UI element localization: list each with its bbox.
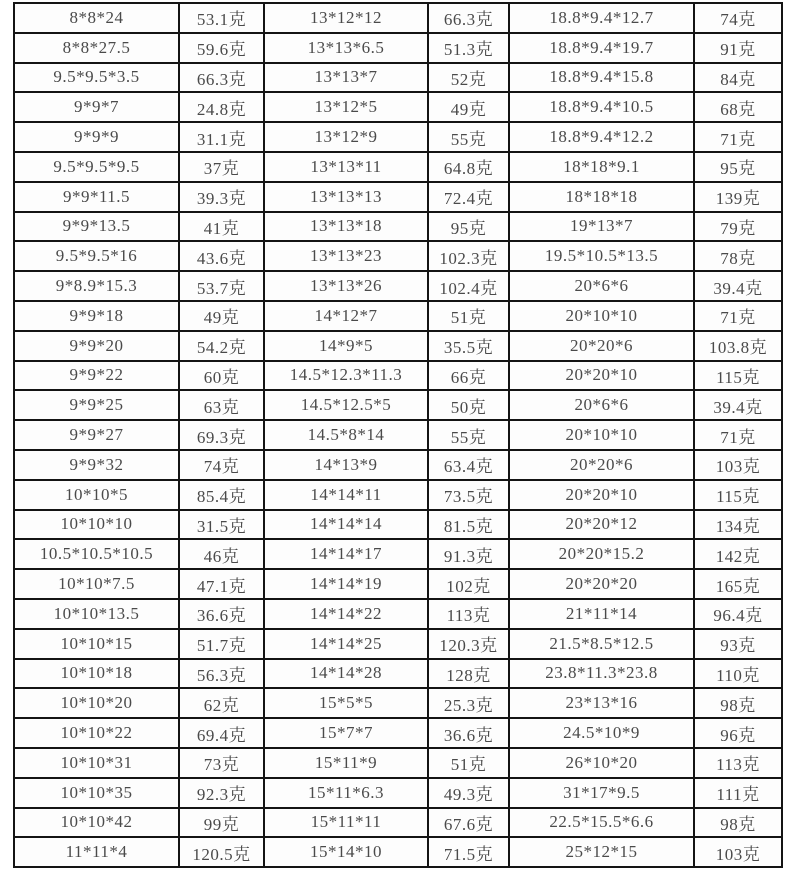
- size-cell: 9*9*9: [14, 122, 179, 152]
- weight-cell: 85.4克: [179, 480, 264, 510]
- table-row: [14, 122, 782, 152]
- size-cell: 14.5*12.3*11.3: [264, 361, 428, 391]
- table-row: [14, 3, 782, 33]
- weight-cell: 102.4克: [428, 271, 509, 301]
- weight-cell: 56.3克: [179, 659, 264, 689]
- size-cell: 14*14*28: [264, 659, 428, 689]
- size-cell: 15*11*11: [264, 808, 428, 838]
- weight-cell: 54.2克: [179, 331, 264, 361]
- size-cell: 15*5*5: [264, 688, 428, 718]
- size-cell: 10*10*35: [14, 778, 179, 808]
- size-cell: 13*13*11: [264, 152, 428, 182]
- size-cell: 9*8.9*15.3: [14, 271, 179, 301]
- weight-cell: 39.3克: [179, 182, 264, 212]
- size-cell: 18.8*9.4*19.7: [509, 33, 694, 63]
- size-cell: 10*10*5: [14, 480, 179, 510]
- weight-cell: 49克: [428, 92, 509, 122]
- size-cell: 14*14*25: [264, 629, 428, 659]
- weight-cell: 102克: [428, 569, 509, 599]
- size-cell: 10*10*7.5: [14, 569, 179, 599]
- weight-cell: 103.8克: [694, 331, 782, 361]
- table-row: [14, 599, 782, 629]
- table-row: [14, 301, 782, 331]
- weight-cell: 111克: [694, 778, 782, 808]
- size-cell: 13*13*6.5: [264, 33, 428, 63]
- size-cell: 9*9*25: [14, 390, 179, 420]
- size-cell: 23*13*16: [509, 688, 694, 718]
- weight-cell: 60克: [179, 361, 264, 391]
- weight-cell: 120.5克: [179, 837, 264, 867]
- weight-cell: 51.3克: [428, 33, 509, 63]
- table-row: [14, 420, 782, 450]
- weight-cell: 81.5克: [428, 510, 509, 540]
- table-row: [14, 33, 782, 63]
- weight-cell: 103克: [694, 450, 782, 480]
- table-row: [14, 331, 782, 361]
- size-cell: 13*13*18: [264, 212, 428, 242]
- weight-cell: 96克: [694, 718, 782, 748]
- size-cell: 14*14*11: [264, 480, 428, 510]
- size-cell: 18.8*9.4*15.8: [509, 63, 694, 93]
- table-row: [14, 390, 782, 420]
- size-cell: 15*7*7: [264, 718, 428, 748]
- weight-cell: 69.3克: [179, 420, 264, 450]
- weight-cell: 115克: [694, 361, 782, 391]
- size-cell: 13*13*13: [264, 182, 428, 212]
- size-cell: 10*10*22: [14, 718, 179, 748]
- table-row: [14, 808, 782, 838]
- weight-cell: 102.3克: [428, 241, 509, 271]
- size-cell: 20*20*6: [509, 331, 694, 361]
- weight-cell: 47.1克: [179, 569, 264, 599]
- weight-cell: 142克: [694, 539, 782, 569]
- size-cell: 13*13*7: [264, 63, 428, 93]
- size-cell: 9.5*9.5*9.5: [14, 152, 179, 182]
- weight-cell: 53.1克: [179, 3, 264, 33]
- table-row: [14, 241, 782, 271]
- weight-cell: 36.6克: [179, 599, 264, 629]
- size-cell: 9*9*20: [14, 331, 179, 361]
- weight-cell: 25.3克: [428, 688, 509, 718]
- size-cell: 19*13*7: [509, 212, 694, 242]
- weight-cell: 69.4克: [179, 718, 264, 748]
- size-cell: 20*6*6: [509, 271, 694, 301]
- weight-cell: 37克: [179, 152, 264, 182]
- table-row: [14, 688, 782, 718]
- size-cell: 20*20*20: [509, 569, 694, 599]
- weight-cell: 71克: [694, 122, 782, 152]
- size-cell: 18.8*9.4*12.7: [509, 3, 694, 33]
- size-cell: 10*10*42: [14, 808, 179, 838]
- weight-cell: 51克: [428, 748, 509, 778]
- table-row: [14, 212, 782, 242]
- table-row: [14, 92, 782, 122]
- weight-cell: 134克: [694, 510, 782, 540]
- table-row: [14, 778, 782, 808]
- weight-cell: 95克: [428, 212, 509, 242]
- size-cell: 8*8*27.5: [14, 33, 179, 63]
- weight-cell: 67.6克: [428, 808, 509, 838]
- weight-cell: 66.3克: [179, 63, 264, 93]
- weight-cell: 66克: [428, 361, 509, 391]
- size-cell: 10*10*31: [14, 748, 179, 778]
- table-row: [14, 539, 782, 569]
- size-cell: 10*10*15: [14, 629, 179, 659]
- weight-cell: 92.3克: [179, 778, 264, 808]
- size-cell: 21*11*14: [509, 599, 694, 629]
- weight-cell: 39.4克: [694, 271, 782, 301]
- size-cell: 9*9*11.5: [14, 182, 179, 212]
- weight-cell: 74克: [179, 450, 264, 480]
- size-cell: 9.5*9.5*16: [14, 241, 179, 271]
- weight-cell: 39.4克: [694, 390, 782, 420]
- size-cell: 18.8*9.4*10.5: [509, 92, 694, 122]
- weight-cell: 36.6克: [428, 718, 509, 748]
- weight-cell: 78克: [694, 241, 782, 271]
- size-cell: 20*20*6: [509, 450, 694, 480]
- size-cell: 14.5*12.5*5: [264, 390, 428, 420]
- table-row: [14, 450, 782, 480]
- weight-cell: 68克: [694, 92, 782, 122]
- weight-cell: 120.3克: [428, 629, 509, 659]
- weight-cell: 62克: [179, 688, 264, 718]
- size-cell: 21.5*8.5*12.5: [509, 629, 694, 659]
- weight-cell: 24.8克: [179, 92, 264, 122]
- size-cell: 20*20*12: [509, 510, 694, 540]
- size-cell: 18.8*9.4*12.2: [509, 122, 694, 152]
- size-cell: 20*20*15.2: [509, 539, 694, 569]
- weight-cell: 139克: [694, 182, 782, 212]
- table-body: [14, 3, 782, 867]
- size-cell: 14.5*8*14: [264, 420, 428, 450]
- size-cell: 10*10*20: [14, 688, 179, 718]
- weight-cell: 103克: [694, 837, 782, 867]
- table-row: [14, 182, 782, 212]
- weight-cell: 165克: [694, 569, 782, 599]
- size-cell: 13*13*26: [264, 271, 428, 301]
- weight-cell: 95克: [694, 152, 782, 182]
- size-weight-table: [13, 2, 783, 868]
- weight-cell: 115克: [694, 480, 782, 510]
- size-cell: 8*8*24: [14, 3, 179, 33]
- size-cell: 14*14*22: [264, 599, 428, 629]
- table-row: [14, 629, 782, 659]
- weight-cell: 73.5克: [428, 480, 509, 510]
- weight-cell: 50克: [428, 390, 509, 420]
- size-cell: 20*20*10: [509, 480, 694, 510]
- weight-cell: 49克: [179, 301, 264, 331]
- weight-cell: 98克: [694, 688, 782, 718]
- size-cell: 20*10*10: [509, 301, 694, 331]
- weight-cell: 110克: [694, 659, 782, 689]
- weight-cell: 98克: [694, 808, 782, 838]
- weight-cell: 113克: [428, 599, 509, 629]
- size-cell: 14*14*17: [264, 539, 428, 569]
- weight-cell: 79克: [694, 212, 782, 242]
- table-row: [14, 718, 782, 748]
- size-cell: 31*17*9.5: [509, 778, 694, 808]
- size-cell: 9.5*9.5*3.5: [14, 63, 179, 93]
- weight-cell: 52克: [428, 63, 509, 93]
- weight-cell: 128克: [428, 659, 509, 689]
- weight-cell: 99克: [179, 808, 264, 838]
- weight-cell: 63.4克: [428, 450, 509, 480]
- size-cell: 20*20*10: [509, 361, 694, 391]
- weight-cell: 93克: [694, 629, 782, 659]
- table-row: [14, 63, 782, 93]
- size-cell: 9*9*22: [14, 361, 179, 391]
- weight-cell: 74克: [694, 3, 782, 33]
- weight-cell: 31.5克: [179, 510, 264, 540]
- size-cell: 19.5*10.5*13.5: [509, 241, 694, 271]
- weight-cell: 46克: [179, 539, 264, 569]
- weight-cell: 63克: [179, 390, 264, 420]
- table-row: [14, 361, 782, 391]
- table-row: [14, 152, 782, 182]
- size-cell: 20*10*10: [509, 420, 694, 450]
- size-cell: 10*10*10: [14, 510, 179, 540]
- weight-cell: 84克: [694, 63, 782, 93]
- size-cell: 10.5*10.5*10.5: [14, 539, 179, 569]
- size-cell: 26*10*20: [509, 748, 694, 778]
- size-cell: 25*12*15: [509, 837, 694, 867]
- size-cell: 9*9*18: [14, 301, 179, 331]
- table-row: [14, 659, 782, 689]
- table-row: [14, 837, 782, 867]
- size-cell: 14*12*7: [264, 301, 428, 331]
- size-cell: 18*18*9.1: [509, 152, 694, 182]
- weight-cell: 55克: [428, 122, 509, 152]
- size-cell: 15*14*10: [264, 837, 428, 867]
- size-cell: 13*12*12: [264, 3, 428, 33]
- weight-cell: 71.5克: [428, 837, 509, 867]
- size-cell: 13*13*23: [264, 241, 428, 271]
- size-cell: 14*14*14: [264, 510, 428, 540]
- size-cell: 22.5*15.5*6.6: [509, 808, 694, 838]
- weight-cell: 72.4克: [428, 182, 509, 212]
- weight-cell: 59.6克: [179, 33, 264, 63]
- size-cell: 15*11*6.3: [264, 778, 428, 808]
- weight-cell: 91.3克: [428, 539, 509, 569]
- table-row: [14, 510, 782, 540]
- weight-cell: 113克: [694, 748, 782, 778]
- size-cell: 24.5*10*9: [509, 718, 694, 748]
- size-cell: 9*9*7: [14, 92, 179, 122]
- size-cell: 13*12*9: [264, 122, 428, 152]
- size-cell: 18*18*18: [509, 182, 694, 212]
- weight-cell: 49.3克: [428, 778, 509, 808]
- weight-cell: 66.3克: [428, 3, 509, 33]
- size-cell: 10*10*18: [14, 659, 179, 689]
- weight-cell: 73克: [179, 748, 264, 778]
- size-cell: 9*9*27: [14, 420, 179, 450]
- weight-cell: 96.4克: [694, 599, 782, 629]
- size-cell: 23.8*11.3*23.8: [509, 659, 694, 689]
- weight-cell: 53.7克: [179, 271, 264, 301]
- weight-cell: 41克: [179, 212, 264, 242]
- weight-cell: 51.7克: [179, 629, 264, 659]
- size-cell: 9*9*32: [14, 450, 179, 480]
- table-row: [14, 480, 782, 510]
- weight-cell: 51克: [428, 301, 509, 331]
- size-cell: 14*13*9: [264, 450, 428, 480]
- size-cell: 9*9*13.5: [14, 212, 179, 242]
- weight-cell: 55克: [428, 420, 509, 450]
- size-cell: 15*11*9: [264, 748, 428, 778]
- weight-cell: 64.8克: [428, 152, 509, 182]
- table-row: [14, 748, 782, 778]
- table-row: [14, 271, 782, 301]
- size-cell: 10*10*13.5: [14, 599, 179, 629]
- weight-cell: 91克: [694, 33, 782, 63]
- size-cell: 14*9*5: [264, 331, 428, 361]
- weight-cell: 35.5克: [428, 331, 509, 361]
- size-cell: 13*12*5: [264, 92, 428, 122]
- weight-cell: 71克: [694, 301, 782, 331]
- weight-cell: 71克: [694, 420, 782, 450]
- size-cell: 11*11*4: [14, 837, 179, 867]
- size-cell: 14*14*19: [264, 569, 428, 599]
- table-row: [14, 569, 782, 599]
- size-cell: 20*6*6: [509, 390, 694, 420]
- weight-cell: 43.6克: [179, 241, 264, 271]
- weight-cell: 31.1克: [179, 122, 264, 152]
